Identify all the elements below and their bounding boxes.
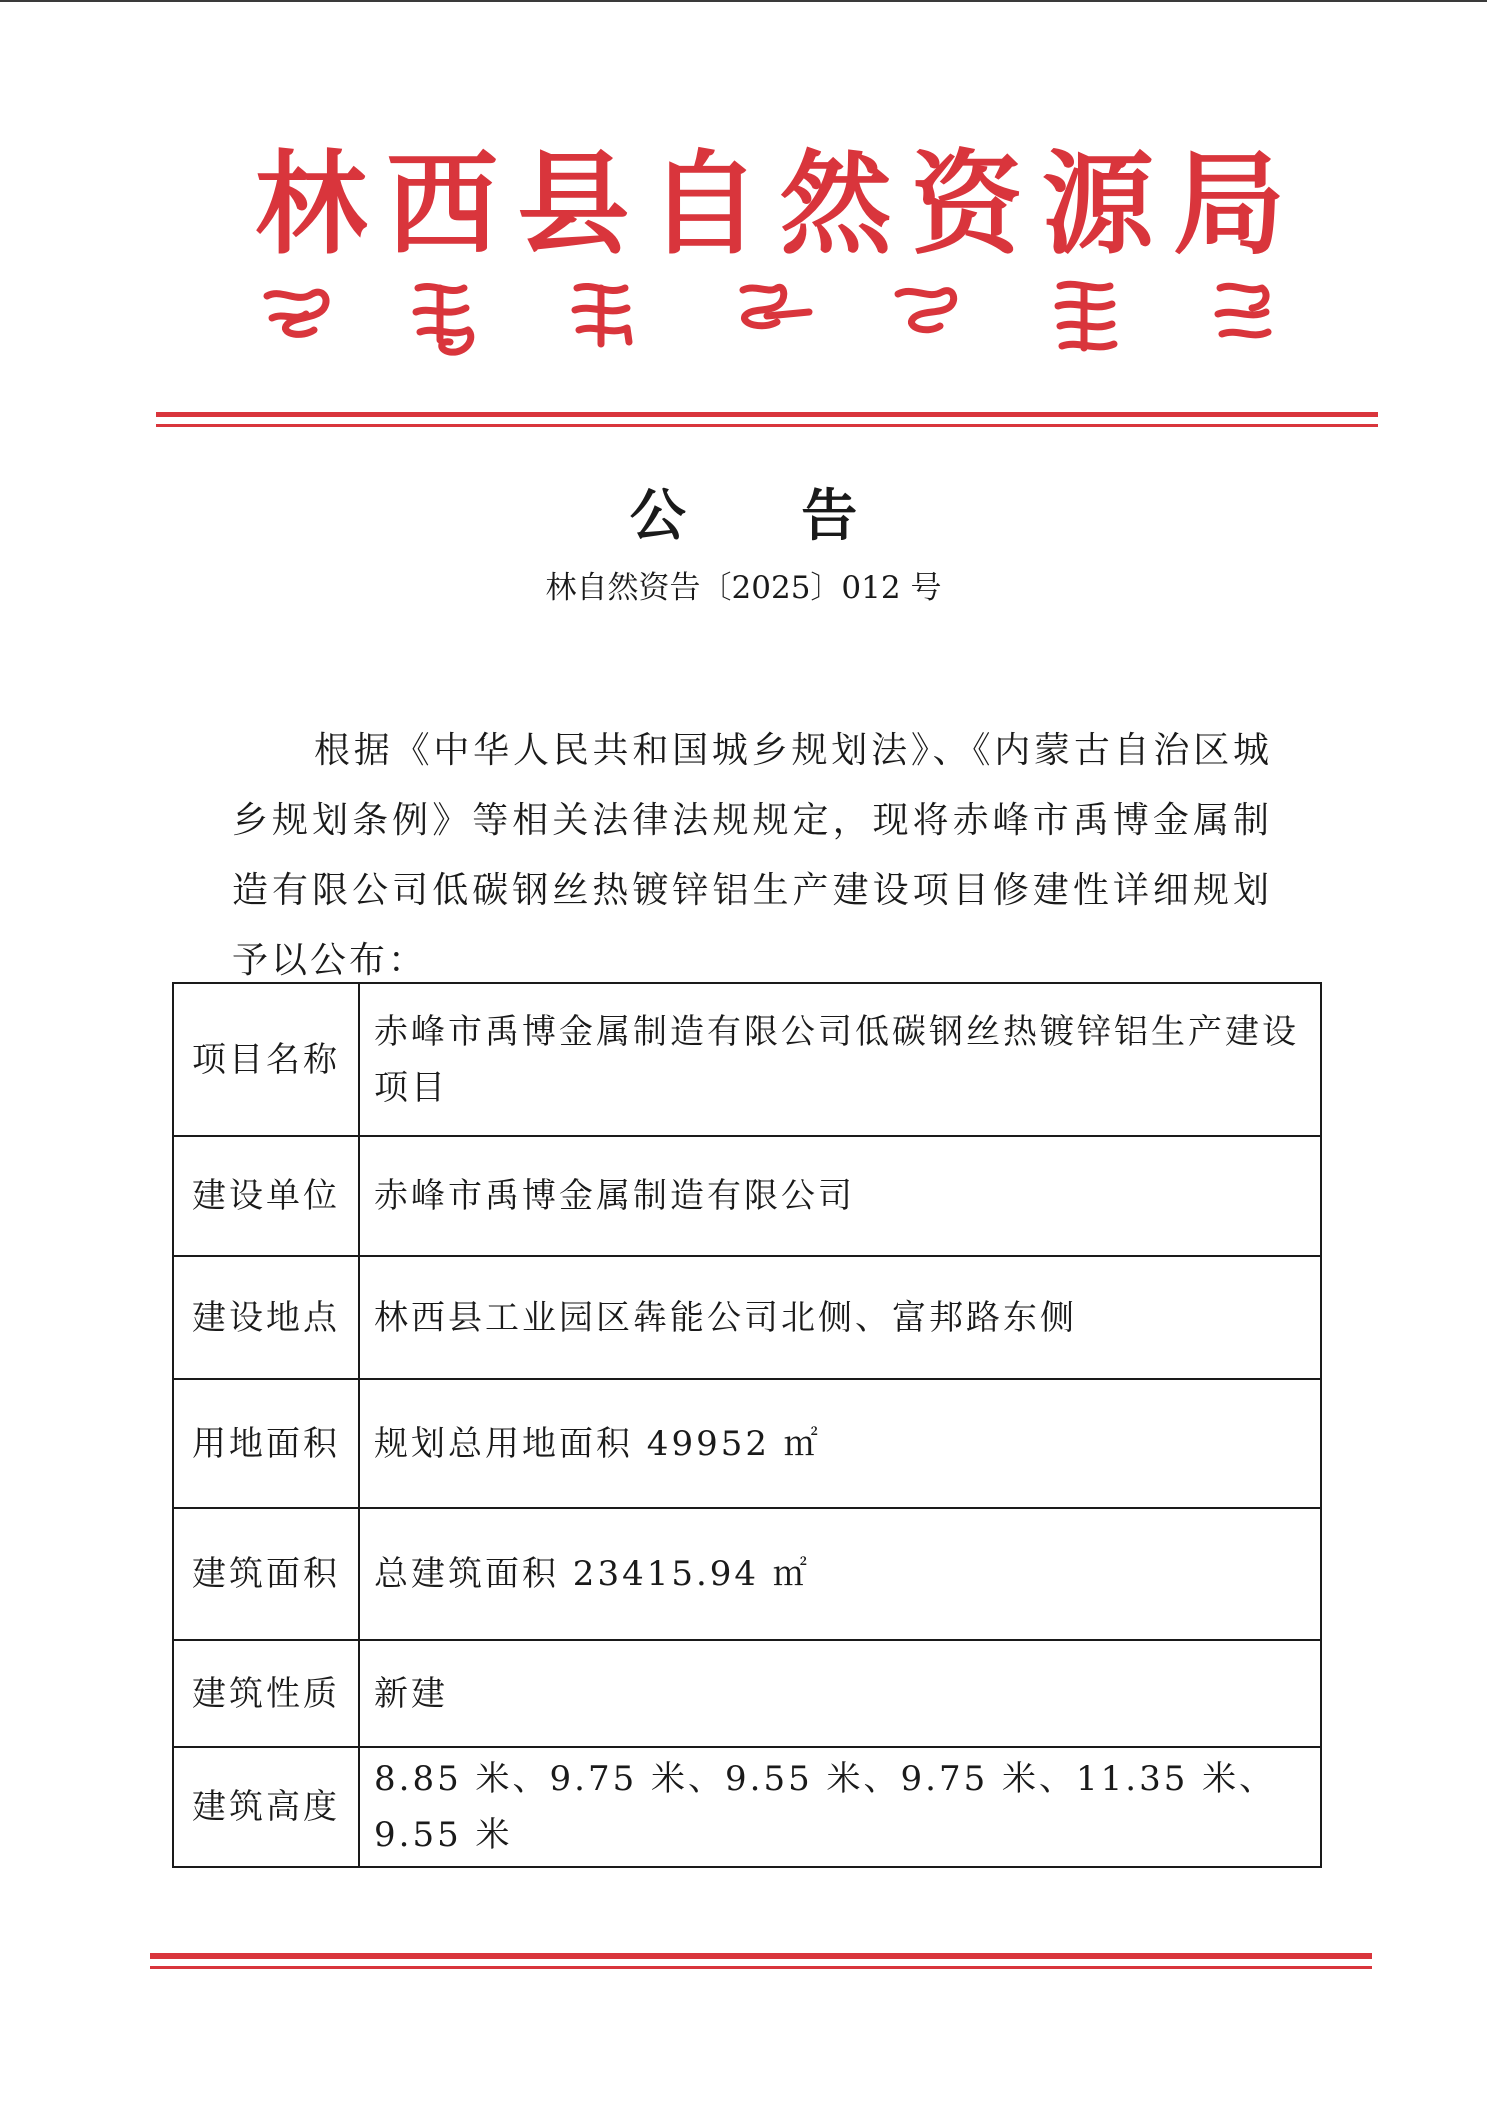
letterhead-red-rule: [156, 412, 1378, 417]
table-row: [173, 983, 1321, 1136]
org-name-char: 西: [386, 139, 499, 270]
row-value: 赤峰市禹博金属制造有限公司: [359, 1136, 1321, 1256]
row-label: 建筑面积: [173, 1508, 359, 1640]
letterhead-red-rule-thin: [156, 424, 1378, 427]
row-label: 建设地点: [173, 1256, 359, 1379]
row-label: 项目名称: [173, 983, 359, 1136]
footer-red-rule-thin: [150, 1966, 1372, 1969]
letterhead-mongolian-script-logo: [262, 278, 1282, 378]
document-number: 林自然资告〔2025〕012 号: [545, 570, 942, 606]
org-name-char: 自: [648, 139, 761, 270]
notice-title: 公 告: [629, 483, 906, 549]
table-row: [173, 1136, 1321, 1256]
row-label: 用地面积: [173, 1379, 359, 1508]
org-name-char: 然: [779, 139, 892, 270]
org-name-char: 源: [1041, 139, 1154, 270]
table-row: [173, 1508, 1321, 1640]
mongolian-word: [1058, 284, 1114, 348]
table-row: [173, 1747, 1321, 1867]
mongolian-word: [575, 286, 629, 344]
org-name-char: 局: [1172, 139, 1285, 270]
org-name-char: 县: [517, 139, 630, 270]
org-name-char: 林: [255, 139, 367, 270]
row-value: 规划总用地面积 49952 ㎡: [359, 1379, 1321, 1508]
table-row: [173, 1379, 1321, 1508]
mongolian-word: [267, 292, 326, 334]
mongolian-word: [743, 287, 809, 325]
mongolian-word: [416, 286, 471, 352]
mongolian-word: [1218, 286, 1268, 335]
row-label: 建设单位: [173, 1136, 359, 1256]
page-top-edge: [0, 0, 1487, 2]
org-name-char: 资: [910, 139, 1023, 270]
table-row: [173, 1256, 1321, 1379]
row-label: 建筑性质: [173, 1640, 359, 1747]
letterhead-org-name: [255, 140, 1285, 270]
footer-red-rule: [150, 1953, 1372, 1959]
table-row: [173, 1640, 1321, 1747]
row-value: 总建筑面积 23415.94 ㎡: [359, 1508, 1321, 1640]
row-value: 林西县工业园区犇能公司北侧、富邦路东侧: [359, 1256, 1321, 1379]
mongolian-word: [898, 291, 954, 330]
row-value: 赤峰市禹博金属制造有限公司低碳钢丝热镀锌铝生产建设项目: [359, 983, 1321, 1136]
row-value: 新建: [359, 1640, 1321, 1747]
body-paragraph: 根据《中华人民共和国城乡规划法》、《内蒙古自治区城乡规划条例》等相关法律法规规定，现将赤峰市禹博金属制造有限公司低碳钢丝热镀锌铝生产建设项目修建性详细规划予以公布：: [232, 730, 1272, 981]
row-value: 8.85 米、9.75 米、9.55 米、9.75 米、11.35 米、9.55 米: [359, 1747, 1321, 1867]
project-info-table: [172, 982, 1322, 1868]
row-label: 建筑高度: [173, 1747, 359, 1867]
